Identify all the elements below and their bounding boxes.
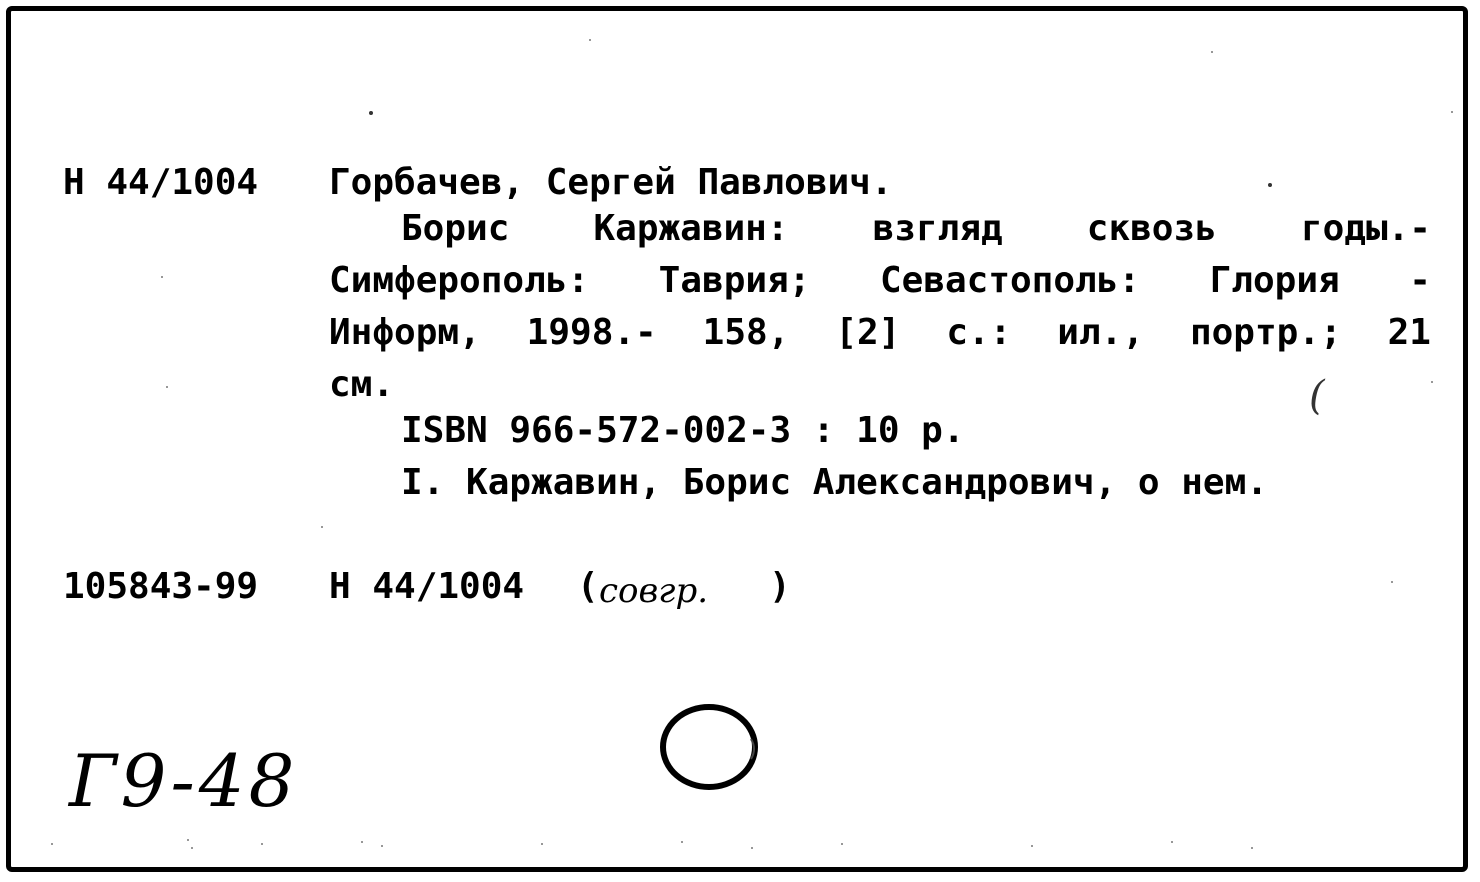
imprint-word: 21: [1387, 312, 1431, 353]
imprint-line-2: [329, 313, 1431, 353]
speck: [51, 843, 53, 845]
speck: [381, 845, 383, 847]
title-word: Борис: [401, 208, 510, 249]
title-word: взгляд: [872, 208, 1003, 249]
speck: [161, 276, 163, 278]
subject-line: I. Каржавин, Борис Александрович, о нем.: [401, 462, 1268, 503]
handwritten-code: Г9-48: [69, 739, 299, 823]
imprint-word: с.:: [946, 312, 1012, 353]
imprint-line-3: см.: [329, 364, 395, 405]
imprint-word: Таврия;: [658, 260, 811, 301]
imprint-word: Информ,: [329, 312, 481, 353]
bottom-noise: [41, 837, 1441, 857]
imprint-word: ил.,: [1057, 312, 1144, 353]
speck: [187, 839, 189, 841]
isbn-line: ISBN 966-572-002-3 : 10 р.: [401, 410, 965, 451]
margin-mark: (: [1309, 373, 1325, 419]
speck: [166, 386, 168, 388]
speck: [751, 847, 753, 849]
speck: [1031, 845, 1033, 847]
imprint-word: -: [1409, 260, 1431, 301]
speck: [1268, 183, 1272, 187]
speck: [1171, 841, 1173, 843]
inventory-number: 105843-99: [63, 566, 259, 607]
speck: [369, 111, 373, 115]
speck: [361, 841, 363, 843]
imprint-word: портр.;: [1189, 312, 1342, 353]
imprint-word: 1998.-: [526, 312, 657, 353]
call-number: Н 44/1004: [63, 162, 259, 203]
author-heading: Горбачев, Сергей Павлович.: [329, 162, 893, 203]
speck: [191, 847, 193, 849]
shelf-note-close: ): [769, 566, 791, 607]
speck: [589, 39, 591, 41]
speck: [1431, 381, 1433, 383]
speck: [1391, 581, 1393, 583]
shelf-mark: Н 44/1004: [329, 566, 525, 607]
speck: [321, 526, 323, 528]
imprint-word: Севастополь:: [879, 260, 1141, 301]
hole-circle-icon: [651, 699, 771, 799]
title-word: сквозь: [1086, 208, 1217, 249]
shelf-note-handwritten: совгр.: [599, 571, 709, 611]
shelf-note-open: (: [577, 566, 599, 607]
speck: [1451, 111, 1453, 113]
imprint-word: [2]: [835, 312, 901, 353]
imprint-word: 158,: [702, 312, 790, 353]
imprint-line-1: [329, 261, 1431, 301]
speck: [681, 841, 683, 843]
speck: [261, 843, 263, 845]
imprint-word: Глория: [1209, 260, 1340, 301]
catalog-card: [6, 6, 1468, 872]
title-line: [401, 209, 1431, 249]
speck: [1251, 847, 1253, 849]
imprint-word: Симферополь:: [329, 260, 590, 301]
speck: [1211, 51, 1213, 53]
title-word: Каржавин:: [593, 208, 789, 249]
title-word: годы.-: [1300, 208, 1431, 249]
speck: [841, 843, 843, 845]
speck: [541, 843, 543, 845]
